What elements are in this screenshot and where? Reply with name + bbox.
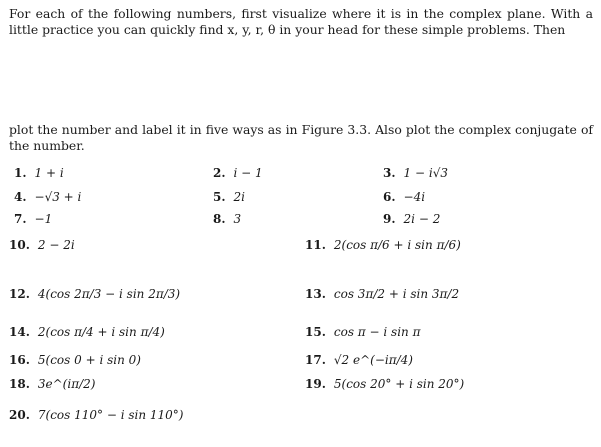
problem-18 <box>9 377 95 391</box>
problem-number: 6. <box>383 190 396 204</box>
problem-expression: −1 <box>34 212 53 226</box>
problem-number: 19. <box>305 377 326 391</box>
problem-4 <box>14 190 81 204</box>
problem-2 <box>213 166 263 180</box>
problem-expression: −√3 + i <box>34 190 82 204</box>
problem-1 <box>14 166 64 180</box>
problem-9 <box>383 212 440 226</box>
problem-number: 18. <box>9 377 30 391</box>
problem-number: 7. <box>14 212 27 226</box>
problem-number: 12. <box>9 287 30 301</box>
problem-number: 9. <box>383 212 396 226</box>
problem-expression: 1 − i√3 <box>403 166 448 180</box>
problem-6 <box>383 190 425 204</box>
problem-expression: 2i − 2 <box>403 212 441 226</box>
problem-5 <box>213 190 245 204</box>
problem-7 <box>14 212 52 226</box>
problem-expression: −4i <box>403 190 426 204</box>
problem-expression: 2 − 2i <box>37 238 75 252</box>
intro-paragraph: For each of the following numbers, first visualize where it is in the complex plane. With a little practice you can quickly find x, y, r, θ in your head for these simple problems. Then <box>9 6 593 37</box>
problem-expression: √2 e^(−iπ/4) <box>333 353 413 367</box>
problem-expression: 5(cos 20° + i sin 20°) <box>333 377 465 391</box>
problem-expression: i − 1 <box>233 166 263 180</box>
problem-11 <box>305 238 461 252</box>
problem-8 <box>213 212 241 226</box>
problem-expression: cos 3π/2 + i sin 3π/2 <box>333 287 460 301</box>
problem-expression: cos π − i sin π <box>333 325 421 339</box>
instruction-paragraph: plot the number and label it in five ways as in Figure 3.3. Also plot the complex conjugate of the number. <box>9 122 593 153</box>
problem-number: 4. <box>14 190 27 204</box>
problem-expression: 7(cos 110° − i sin 110°) <box>37 408 184 422</box>
problem-number: 11. <box>305 238 326 252</box>
problem-number: 14. <box>9 325 30 339</box>
problem-12 <box>9 287 180 301</box>
problem-expression: 2i <box>233 190 246 204</box>
problem-19 <box>305 377 464 391</box>
problem-13 <box>305 287 459 301</box>
problem-number: 13. <box>305 287 326 301</box>
problem-number: 16. <box>9 353 30 367</box>
problem-number: 3. <box>383 166 396 180</box>
problem-number: 20. <box>9 408 30 422</box>
problem-14 <box>9 325 165 339</box>
problem-17 <box>305 353 413 367</box>
problem-15 <box>305 325 420 339</box>
problem-expression: 1 + i <box>34 166 64 180</box>
problem-expression: 3 <box>233 212 242 226</box>
page-gap <box>0 54 601 118</box>
problem-number: 15. <box>305 325 326 339</box>
problem-20 <box>9 408 184 422</box>
problem-expression: 3e^(iπ/2) <box>37 377 96 391</box>
problem-expression: 2(cos π/4 + i sin π/4) <box>37 325 165 339</box>
problem-number: 10. <box>9 238 30 252</box>
problem-number: 2. <box>213 166 226 180</box>
problem-number: 5. <box>213 190 226 204</box>
problem-3 <box>383 166 448 180</box>
problem-10 <box>9 238 75 252</box>
problem-number: 17. <box>305 353 326 367</box>
problem-number: 1. <box>14 166 27 180</box>
problem-expression: 5(cos 0 + i sin 0) <box>37 353 141 367</box>
problem-16 <box>9 353 141 367</box>
problem-expression: 2(cos π/6 + i sin π/6) <box>333 238 461 252</box>
problem-number: 8. <box>213 212 226 226</box>
problem-expression: 4(cos 2π/3 − i sin 2π/3) <box>37 287 181 301</box>
